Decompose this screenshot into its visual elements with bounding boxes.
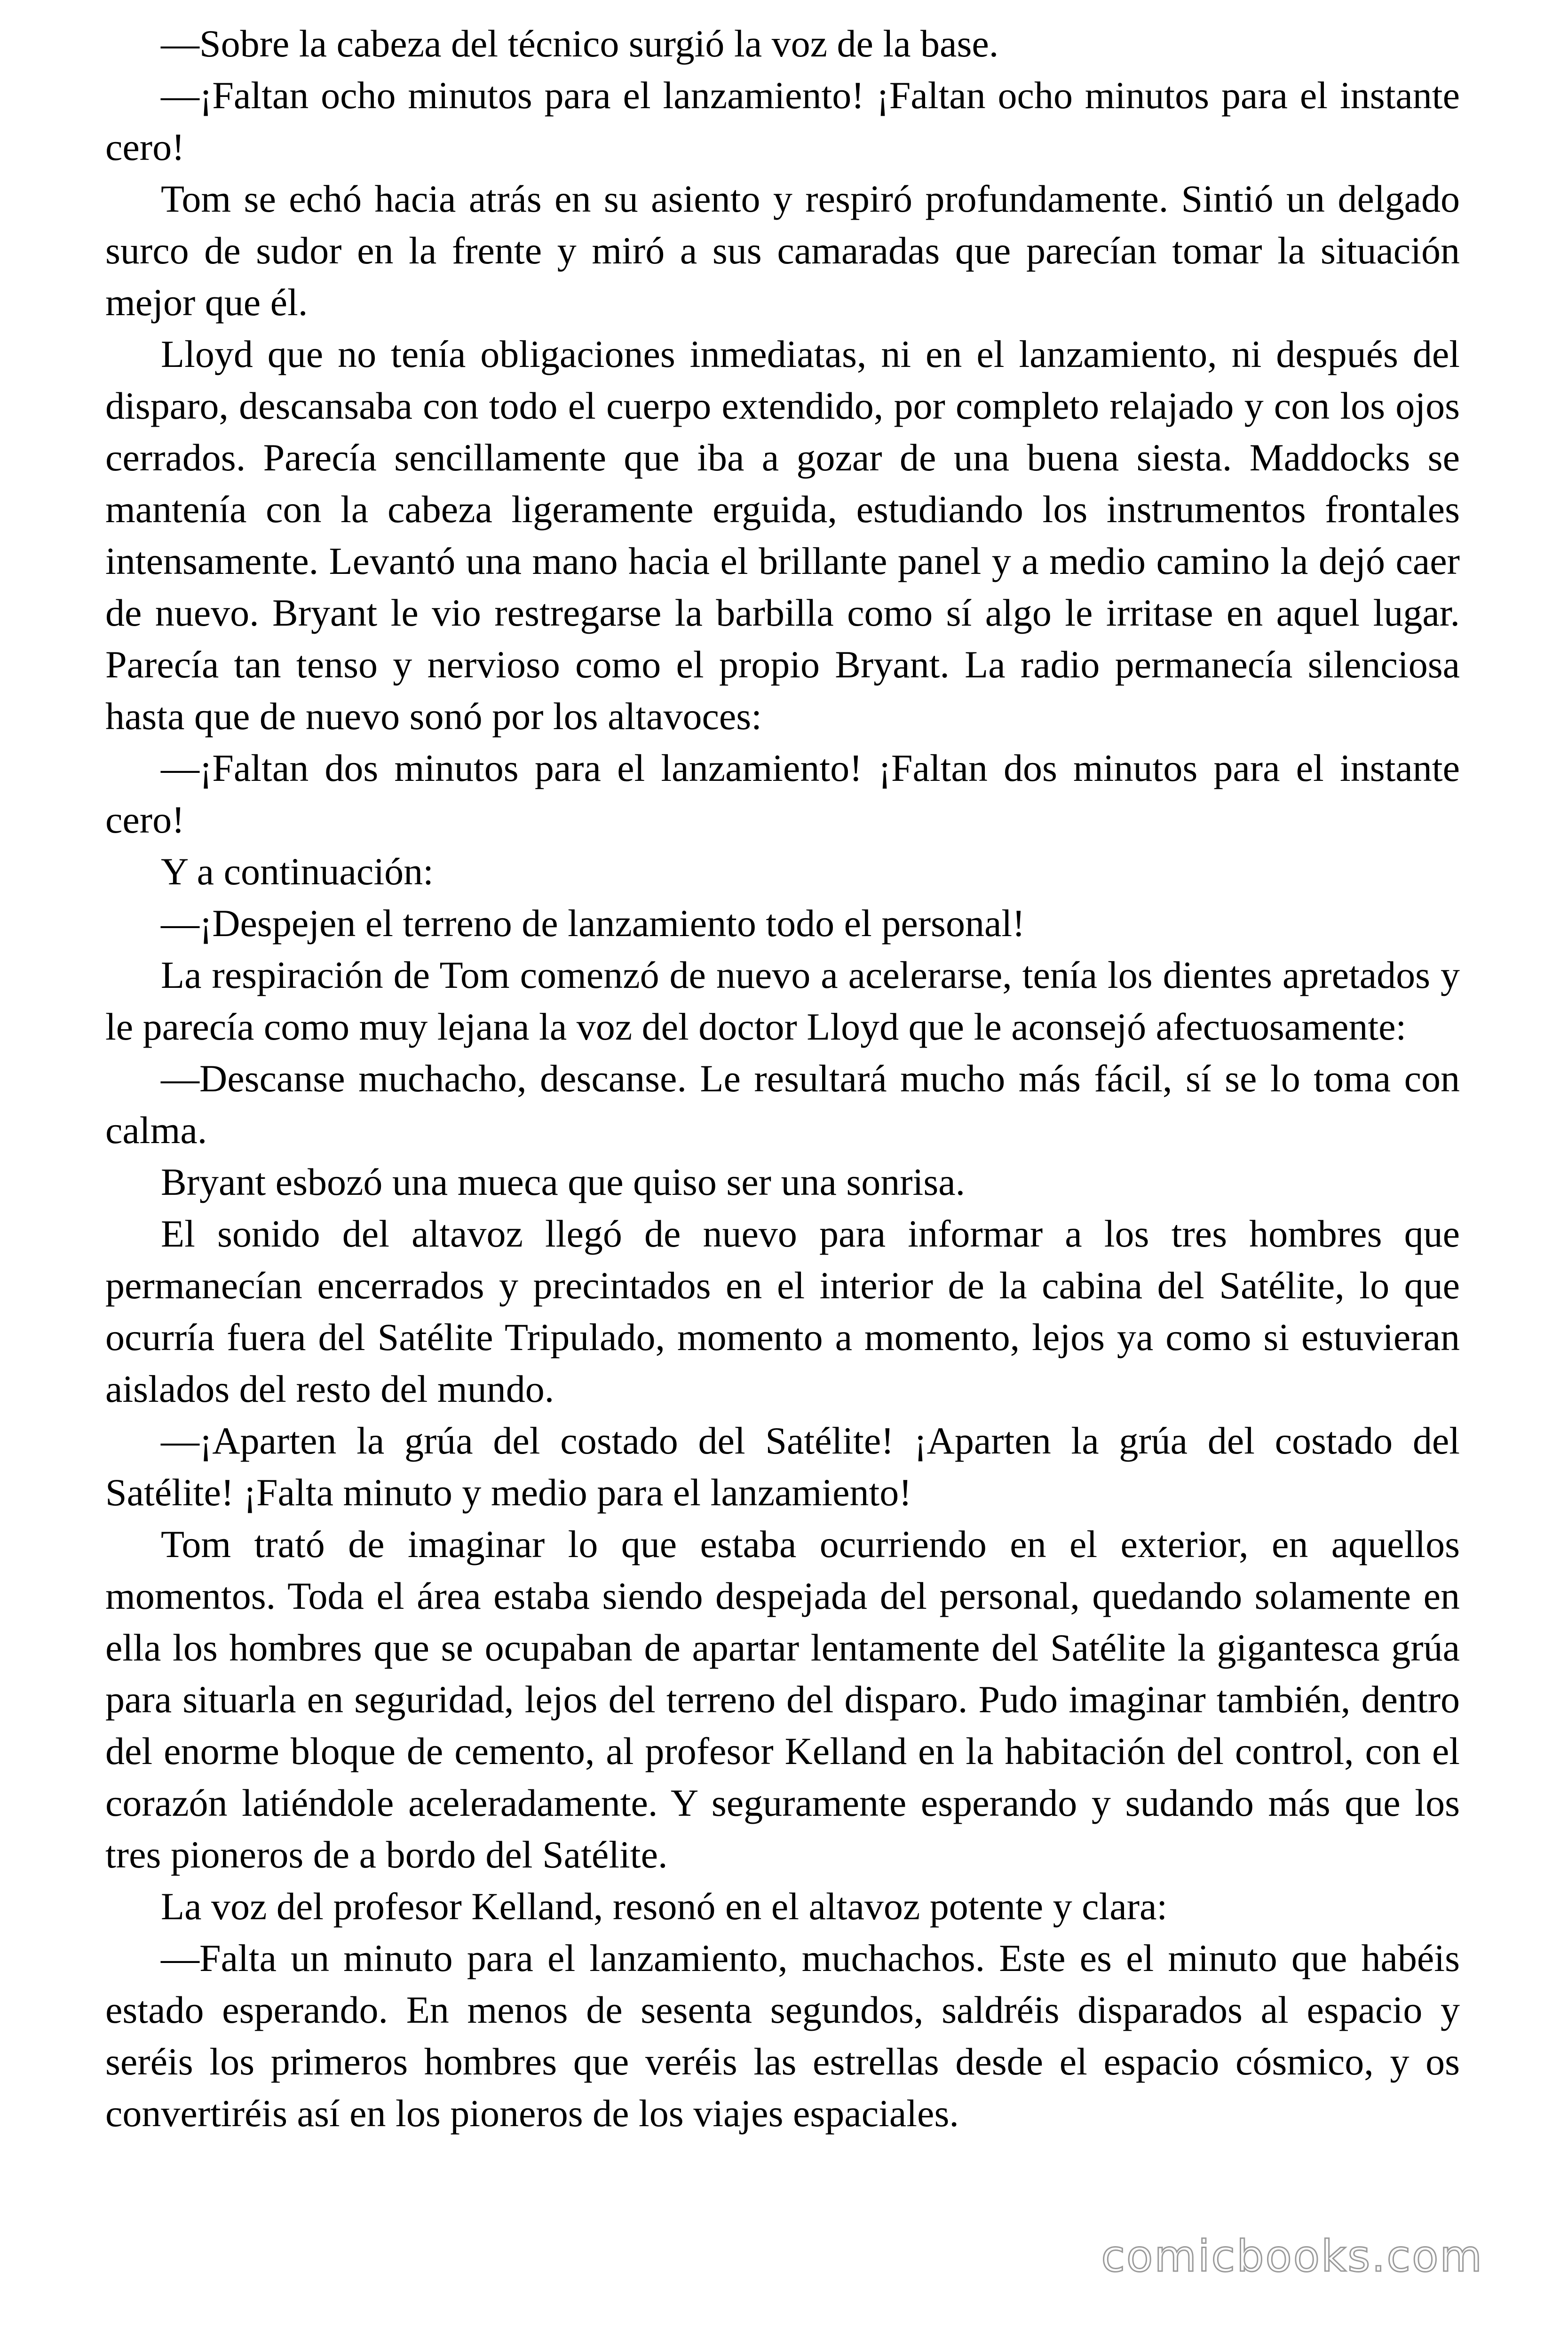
paragraph: Tom se echó hacia atrás en su asiento y respiró profundamente. Sintió un delgado surco de sudor en la frente y miró a sus camaradas que parecían tomar la situación mejor que él. — [105, 177, 1460, 324]
paragraph: —¡Aparten la grúa del costado del Satélite! ¡Aparten la grúa del costado del Satélite! ¡Falta minuto y medio para el lanzamiento! — [105, 1419, 1460, 1514]
paragraph: La voz del profesor Kelland, resonó en el altavoz potente y clara: — [161, 1885, 1168, 1928]
paragraph: —¡Faltan ocho minutos para el lanzamiento! ¡Faltan ocho minutos para el instante cero! — [105, 74, 1460, 168]
watermark: comicbooks.com — [1101, 2231, 1483, 2281]
paragraph: —¡Despejen el terreno de lanzamiento todo el personal! — [161, 902, 1025, 945]
paragraph: —¡Faltan dos minutos para el lanzamiento! ¡Faltan dos minutos para el instante cero! — [105, 747, 1460, 841]
paragraph: Tom trató de imaginar lo que estaba ocurriendo en el exterior, en aquellos momentos. Toda el área estaba siendo despejada del personal, quedando solamente en ella los hombres que se ocupaban de apartar lentamente del Satélite la gigantesca grúa para situarla en seguridad, lejos del terreno del disparo. Pudo imaginar también, dentro del enorme bloque de cemento, al profesor Kelland en la habitación del control, con el corazón latiéndole aceleradamente. Y seguramente esperando y sudando más que los tres pioneros de a bordo del Satélite. — [105, 1523, 1460, 1876]
paragraph: La respiración de Tom comenzó de nuevo a acelerarse, tenía los dientes apretados y le parecía como muy lejana la voz del doctor Lloyd que le aconsejó afectuosamente: — [105, 954, 1460, 1048]
paragraph: —Falta un minuto para el lanzamiento, muchachos. Este es el minuto que habéis estado esperando. En menos de sesenta segundos, saldréis disparados al espacio y seréis los primeros hombres que veréis las estrellas desde el espacio cósmico, y os convertiréis así en los pioneros de los viajes espaciales. — [105, 1937, 1460, 2135]
paragraph: —Descanse muchacho, descanse. Le resultará mucho más fácil, sí se lo toma con calma. — [105, 1057, 1460, 1152]
paragraph: Bryant esbozó una mueca que quiso ser una sonrisa. — [161, 1160, 966, 1203]
paragraph: Y a continuación: — [161, 850, 434, 893]
paragraph: El sonido del altavoz llegó de nuevo para informar a los tres hombres que permanecían encerrados y precintados en el interior de la cabina del Satélite, lo que ocurría fuera del Satélite Tripulado, momento a momento, lejos ya como si estuvieran aislados del resto del mundo. — [105, 1212, 1460, 1410]
paragraph: —Sobre la cabeza del técnico surgió la voz de la base. — [161, 22, 999, 65]
paragraph: Lloyd que no tenía obligaciones inmediatas, ni en el lanzamiento, ni después del disparo, descansaba con todo el cuerpo extendido, por completo relajado y con los ojos cerrados. Parecía sencillamente que iba a gozar de una buena siesta. Maddocks se mantenía con la cabeza ligeramente erguida, estudiando los instrumentos frontales intensamente. Levantó una mano hacia el brillante panel y a medio camino la dejó caer de nuevo. Bryant le vio restregarse la barbilla como sí algo le irritase en aquel lugar. Parecía tan tenso y nervioso como el propio Bryant. La radio permanecía silenciosa hasta que de nuevo sonó por los altavoces: — [105, 333, 1460, 738]
page-body — [105, 18, 1460, 2139]
